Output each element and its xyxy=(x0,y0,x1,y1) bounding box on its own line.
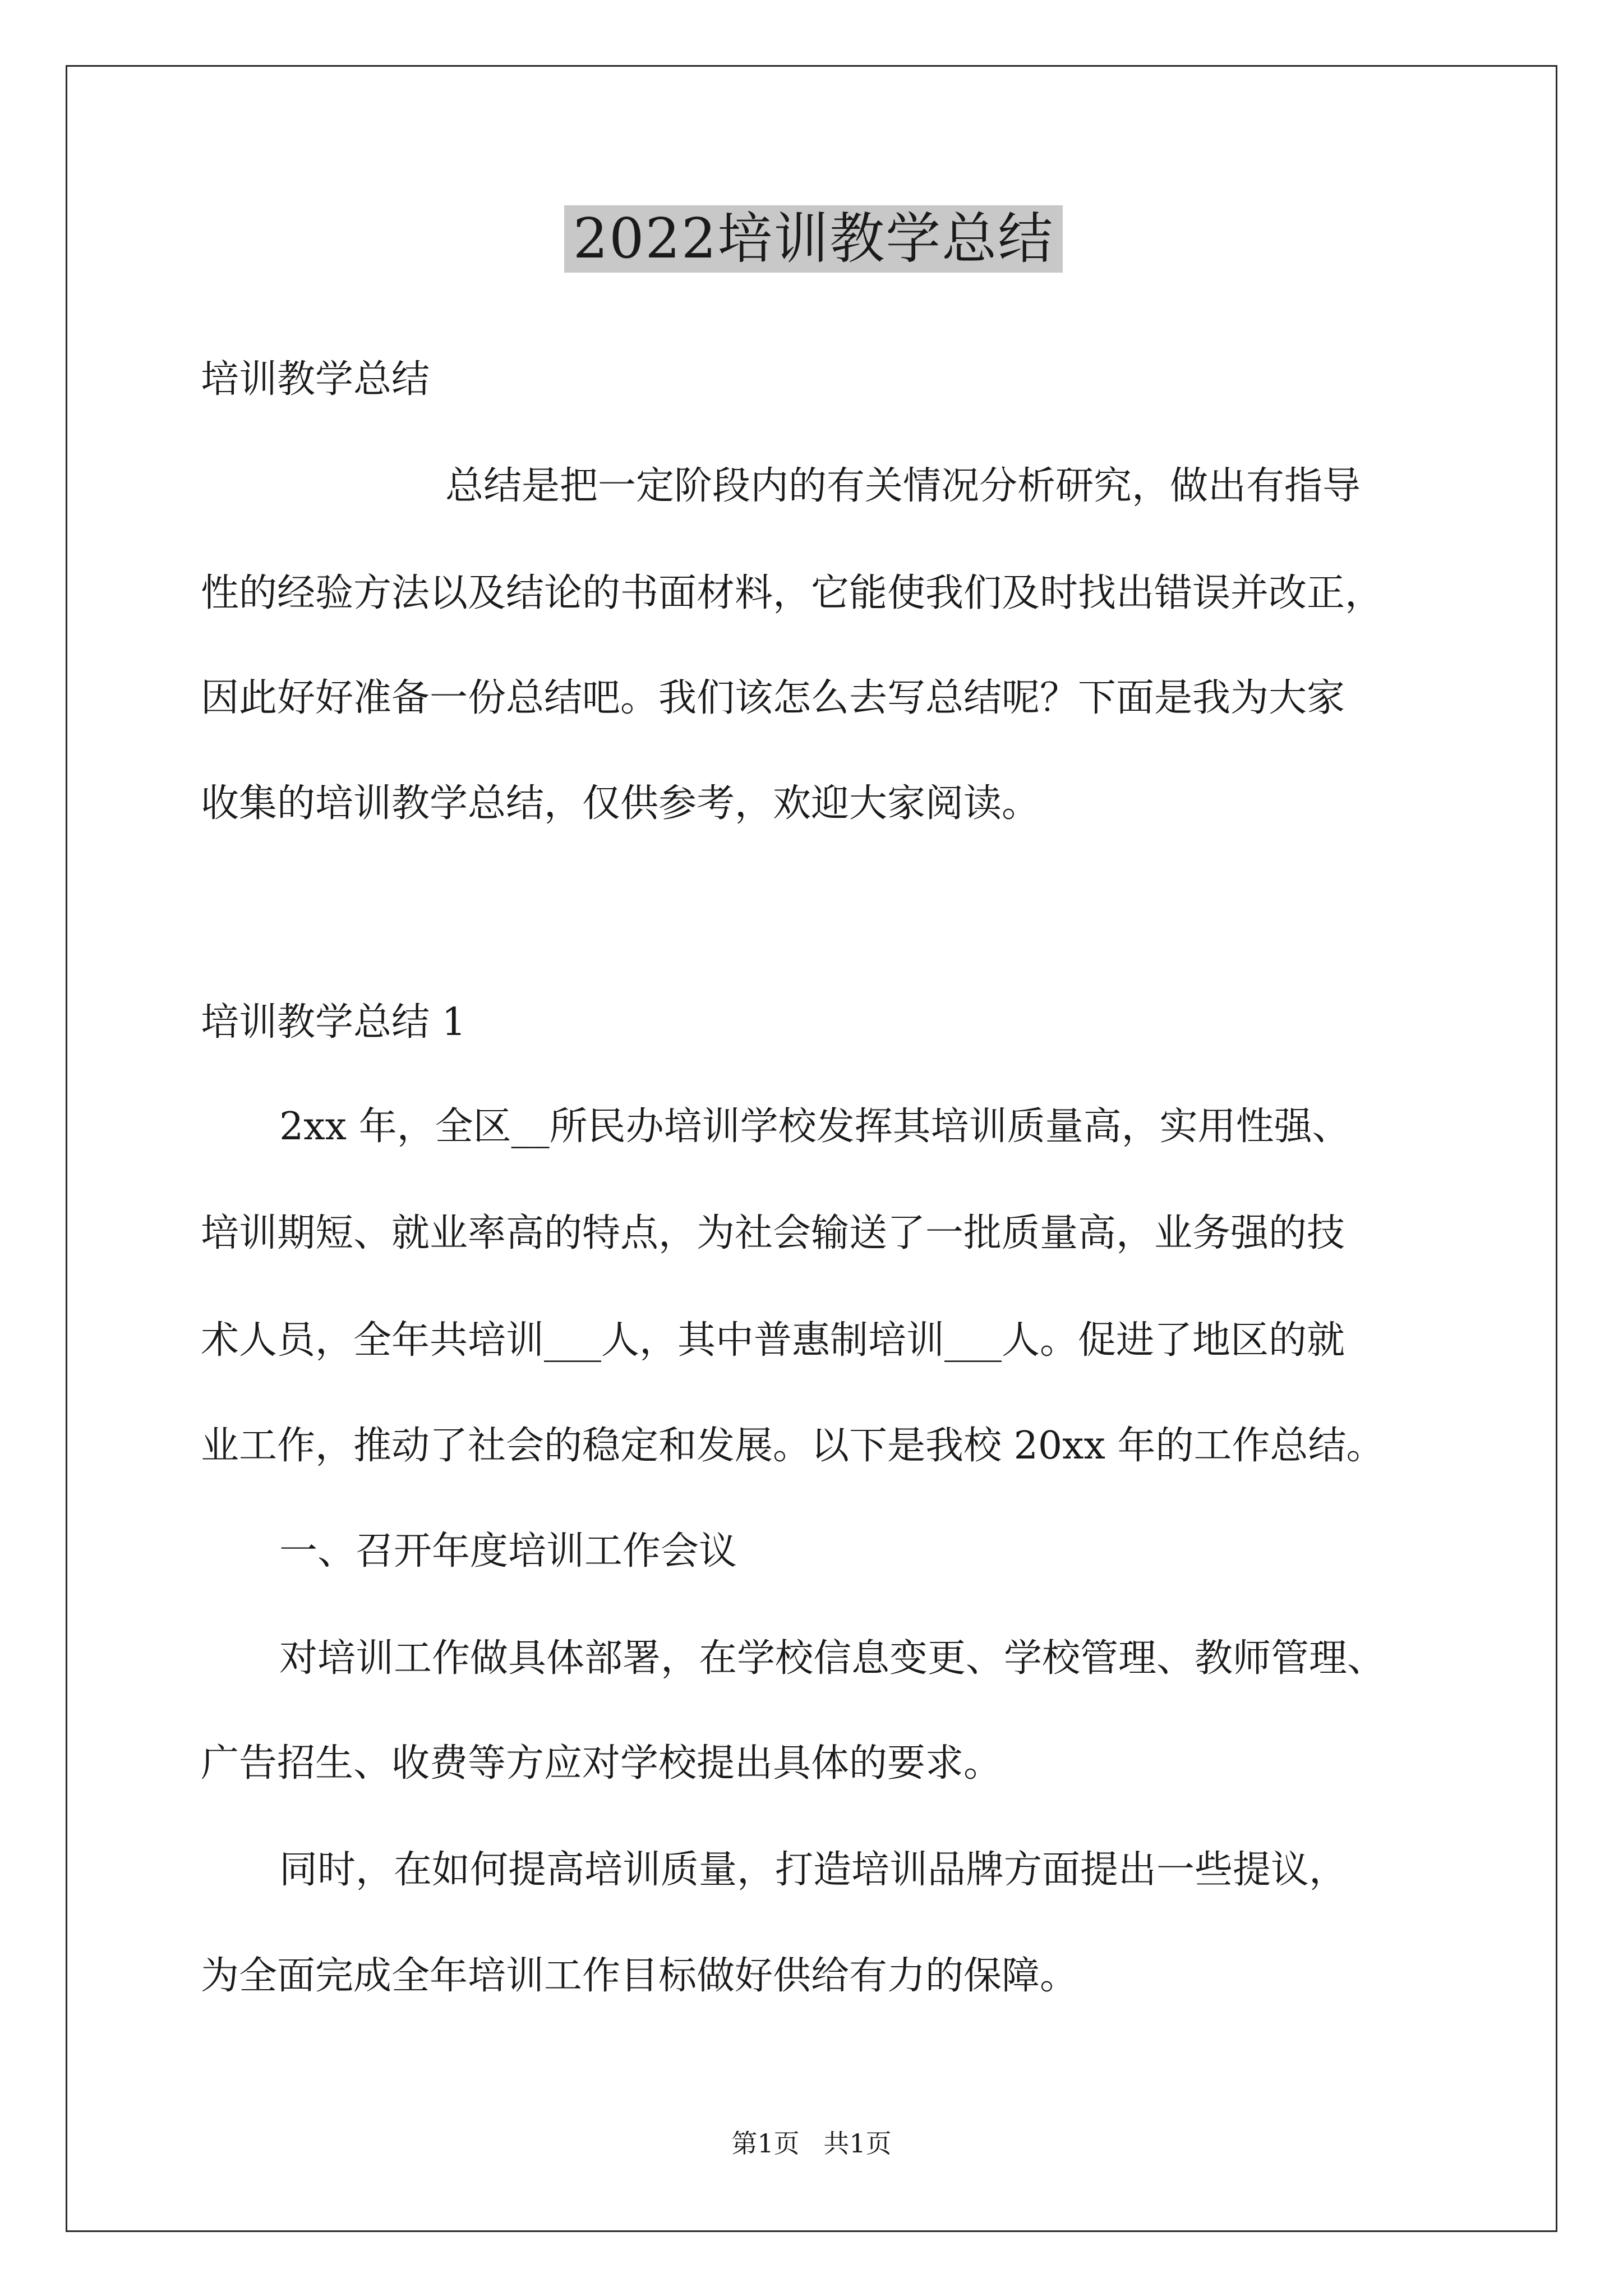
paragraph-line: 业工作，推动了社会的稳定和发展。以下是我校 20xx 年的工作总结。 xyxy=(201,1424,1385,1468)
paragraph-line: 为全面完成全年培训工作目标做好供给有力的保障。 xyxy=(201,1954,1078,1998)
subheading: 一、召开年度培训工作会议 xyxy=(279,1529,737,1573)
paragraph-line: 同时，在如何提高培训质量，打造培训品牌方面提出一些提议， xyxy=(279,1848,1348,1892)
page-footer xyxy=(0,2128,1623,2159)
paragraph-line: 总结是把一定阶段内的有关情况分析研究，做出有指导 xyxy=(445,464,1361,508)
paragraph-line: 对培训工作做具体部署，在学校信息变更、学校管理、教师管理、 xyxy=(279,1636,1386,1681)
page-number: 第1页 xyxy=(731,2128,800,2159)
paragraph-line: 2xx 年，全区__所民办培训学校发挥其培训质量高，实用性强、 xyxy=(279,1105,1350,1149)
section-heading: 培训教学总结 1 xyxy=(201,1000,466,1045)
paragraph-line: 性的经验方法以及结论的书面材料，它能使我们及时找出错误并改正， xyxy=(201,571,1384,615)
paragraph-line: 广告招生、收费等方应对学校提出具体的要求。 xyxy=(201,1741,1002,1786)
paragraph-line: 术人员，全年共培训___人，其中普惠制培训___人。促进了地区的就 xyxy=(201,1318,1345,1363)
page-total: 共1页 xyxy=(823,2128,892,2159)
document-title: 2022培训教学总结 xyxy=(564,205,1063,273)
paragraph-line: 收集的培训教学总结，仅供参考，欢迎大家阅读。 xyxy=(201,781,1040,826)
paragraph-line: 培训期短、就业率高的特点，为社会输送了一批质量高，业务强的技 xyxy=(201,1211,1345,1255)
paragraph-line: 因此好好准备一份总结吧。我们该怎么去写总结呢？下面是我为大家 xyxy=(201,676,1345,720)
subtitle: 培训教学总结 xyxy=(201,357,430,402)
